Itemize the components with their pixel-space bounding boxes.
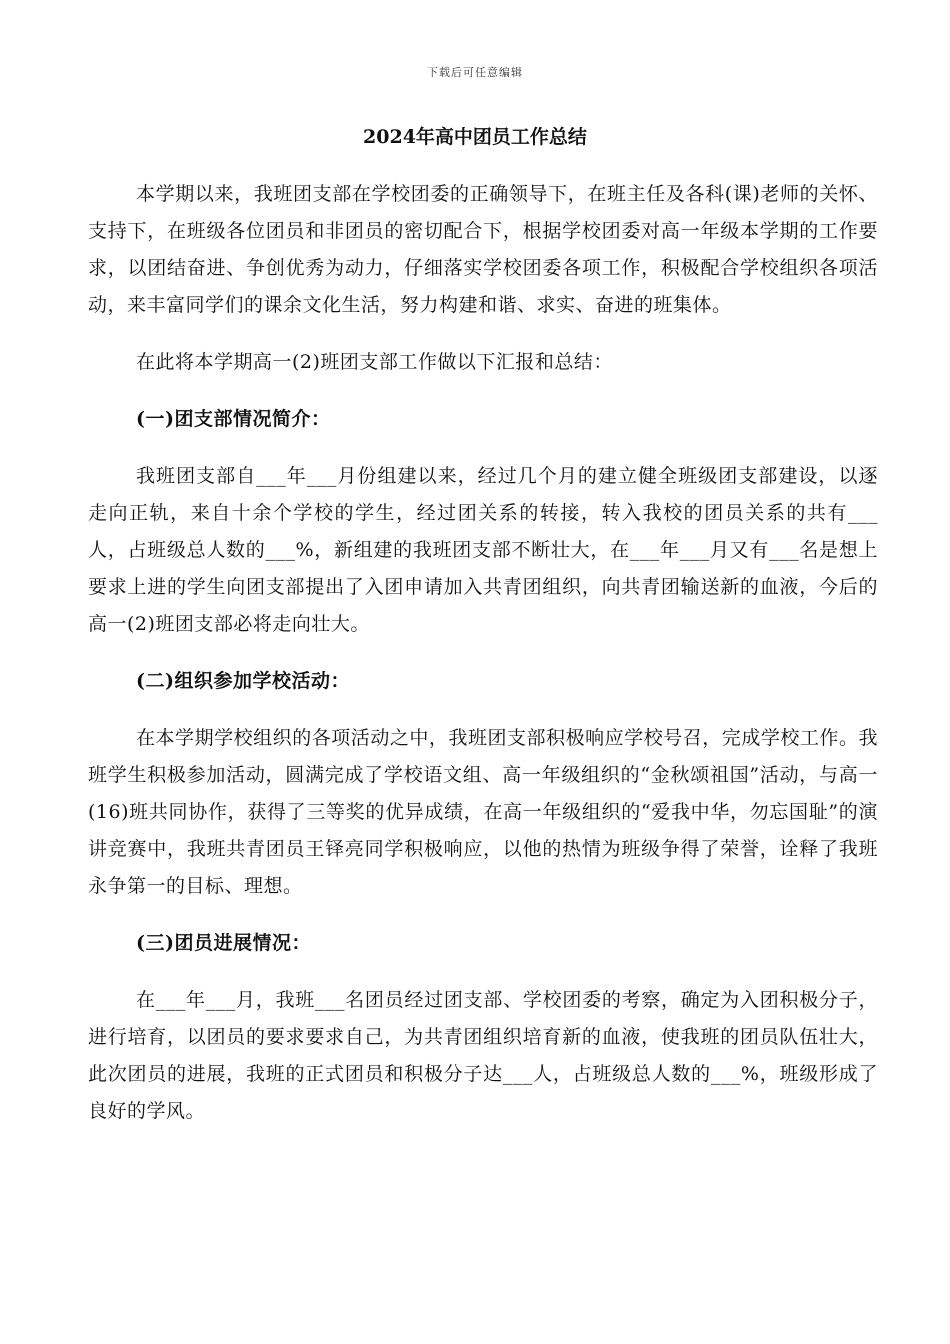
header-note: 下载后可任意编辑: [427, 66, 523, 79]
section1-paragraph: 我班团支部自___年___月份组建以来，经过几个月的建立健全班级团支部建设，以逐走向正轨，来自十余个学校的学生，经过团关系的转接，转入我校的团员关系的共有___人，占班级总人数的___%，新组建的我班团支部不断壮大，在___年___月又有___名是想上要求上进的学生向团支部提出了入团申请加入共青团组织，向共青团输送新的血液，今后的高一(2)班团支部必将走向壮大。: [88, 465, 878, 635]
intro-paragraph: 本学期以来，我班团支部在学校团委的正确领导下，在班主任及各科(课)老师的关怀、支持下，在班级各位团员和非团员的密切配合下，根据学校团委对高一年级本学期的工作要求，以团结奋进、争创优秀为动力，仔细落实学校团委各项工作，积极配合学校组织各项活动，来丰富同学们的课余文化生活，努力构建和谐、求实、奋进的班集体。: [88, 183, 878, 316]
section2-heading: (二)组织参加学校活动：: [136, 670, 350, 692]
section2-paragraph: 在本学期学校组织的各项活动之中，我班团支部积极响应学校号召，完成学校工作。我班学生积极参加活动，圆满完成了学校语文组、高一年级组织的“金秋颂祖国”活动，与高一(16)班共同协作，获得了三等奖的优异成绩，在高一年级组织的“爱我中华，勿忘国耻”的演讲竞赛中，我班共青团员王铎亮同学积极响应，以他的热情为班级争得了荣誉，诠释了我班永争第一的目标、理想。: [88, 727, 878, 897]
section3-heading: (三)团员进展情况：: [136, 932, 311, 954]
document-body: [88, 176, 878, 1130]
report-paragraph: 在此将本学期高一(2)班团支部工作做以下汇报和总结：: [136, 351, 613, 373]
section1-heading: (一)团支部情况简介：: [136, 408, 331, 430]
document-title: 2024年高中团员工作总结: [363, 126, 587, 148]
section3-paragraph: 在___年___月，我班___名团员经过团支部、学校团委的考察，确定为入团积极分子，进行培育，以团员的要求要求自己，为共青团组织培育新的血液，使我班的团员队伍壮大，此次团员的进展，我班的正式团员和积极分子达___人，占班级总人数的___%，班级形成了良好的学风。: [88, 989, 878, 1122]
